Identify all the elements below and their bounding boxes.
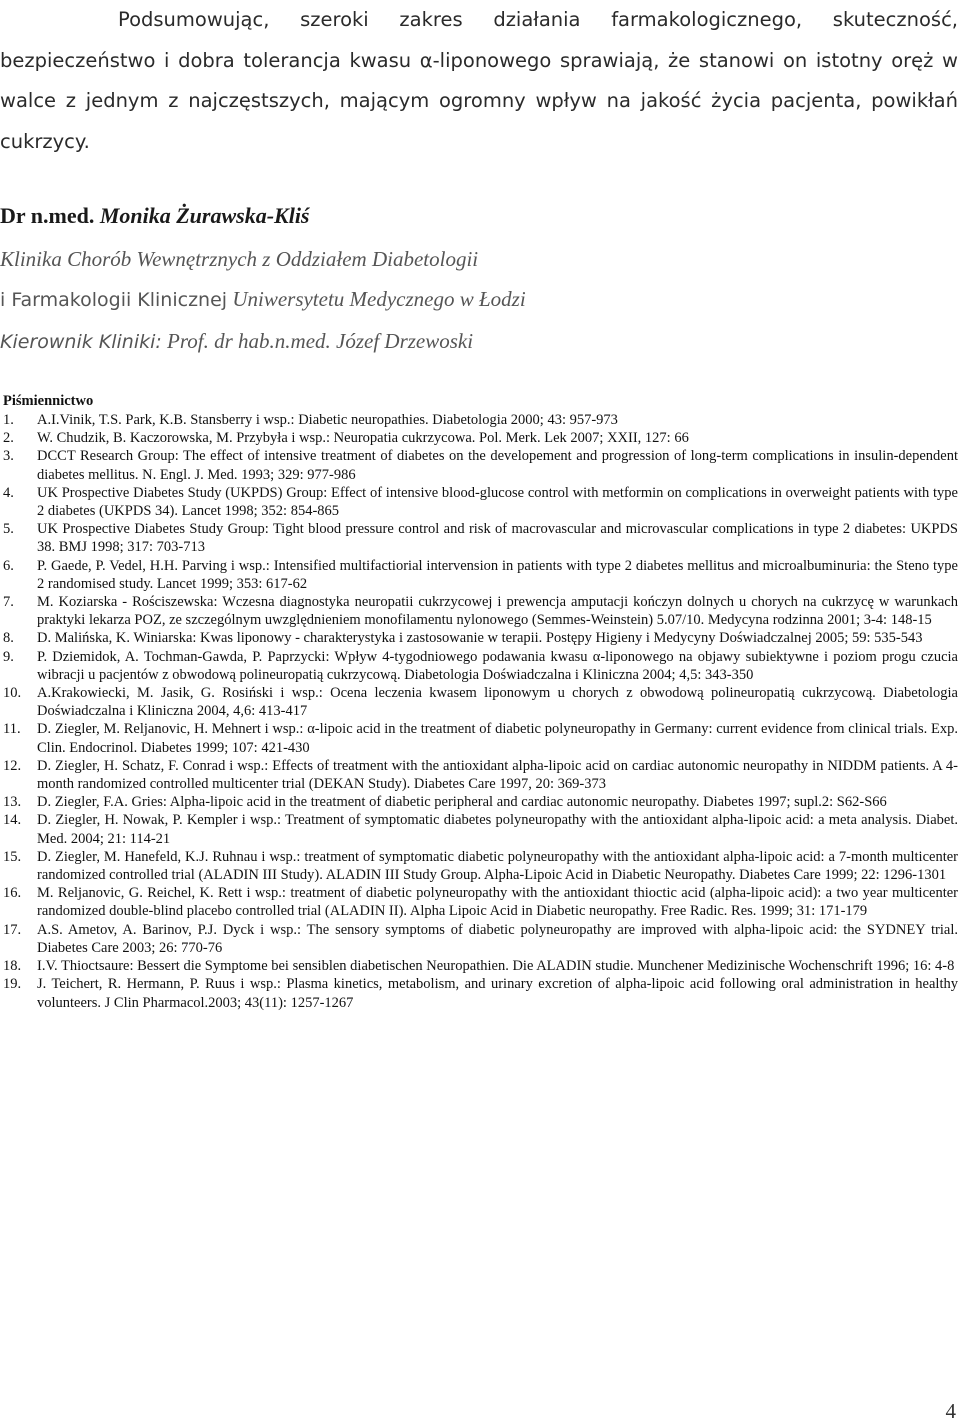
reference-text: P. Dziemidok, A. Tochman-Gawda, P. Paprzycki: Wpływ 4-tygodniowego podawania kwasu α-liponowego na objawy subiektywne i poziom progu czucia wibracji u pacjentów z obwodową polineuropatią cukrzycową. Diabetologia Doświadczalna i Kliniczna 2004; 4,5: 343-350 [37, 648, 958, 683]
reference-item [0, 975, 958, 1011]
reference-number: 3. [3, 448, 14, 465]
reference-text: D. Ziegler, H. Schatz, F. Conrad i wsp.: Effects of treatment with the antioxidant alpha-lipoic acid on cardiac autonomic neuropathy in NIDDM patients. A 4-month randomized controlled multicenter trial (DEKAN Study). Diabetes Care 1997, 20: 369-373 [37, 757, 958, 793]
reference-item [0, 957, 958, 975]
author-name: Monika Żurawska-Kliś [99, 203, 310, 228]
reference-text: D. Ziegler, F.A. Gries: Alpha-lipoic acid in the treatment of diabetic peripheral and cardiac autonomic neuropathy. Diabetes 1997; supl.2: S62-S66 [37, 794, 887, 811]
reference-text: DCCT Research Group: The effect of intensive treatment of diabetes on the developement and progression of long-term complications in insulin-dependent diabetes mellitus. N. Engl. J. Med. 1993; 329: 977-986 [37, 448, 958, 483]
reference-number: 10. [3, 685, 22, 702]
reference-number: 14. [3, 812, 22, 829]
summary-paragraph: Podsumowując, szeroki zakres działania farmakologicznego, skuteczność, bezpieczeństwo i dobra tolerancja kwasu α-liponowego sprawiają, że stanowi on istotny oręż w walce z jednym z najczęstszych, mającym ogromny wpływ na jakość życia pacjenta, powikłań cukrzycy. [0, 8, 958, 153]
reference-number: 9. [3, 648, 14, 665]
reference-item [0, 593, 958, 629]
clinic-head-name: Prof. dr hab.n.med. Józef Drzewoski [167, 329, 474, 353]
reference-text: D. Malińska, K. Winiarska: Kwas liponowy - charakterystyka i zastosowanie w terapii. Postępy Higieny i Medycyny Doświadczalnej 2005; 59: 535-543 [37, 630, 923, 647]
reference-item [0, 811, 958, 847]
reference-number: 13. [3, 794, 22, 811]
reference-item [0, 684, 958, 720]
reference-number: 18. [3, 958, 22, 975]
reference-item [0, 884, 958, 920]
affiliation-line-1: Klinika Chorób Wewnętrznych z Oddziałem Diabetologii [0, 247, 479, 271]
reference-item [0, 411, 958, 429]
reference-text: UK Prospective Diabetes Study Group: Tight blood pressure control and risk of macrovascular and microvascular complications in type 2 diabetes: UKPDS 38. BMJ 1998; 317: 703-713 [37, 521, 958, 556]
reference-text: UK Prospective Diabetes Study (UKPDS) Group: Effect of intensive blood-glucose control with metformin on complications in overweight patients with type 2 diabetes (UKPDS 34). Lancet 1998; 352: 854-865 [37, 484, 958, 520]
reference-number: 17. [3, 921, 22, 938]
reference-item [0, 757, 958, 793]
author-degree: Dr n.med. [0, 203, 95, 228]
reference-item [0, 520, 958, 556]
reference-number: 2. [3, 430, 14, 447]
references-heading: Piśmiennictwo [3, 393, 94, 409]
reference-item [0, 629, 958, 647]
reference-item [0, 648, 958, 684]
reference-item [0, 447, 958, 483]
affiliation-line-3 [0, 327, 473, 356]
reference-text: A.I.Vinik, T.S. Park, K.B. Stansberry i wsp.: Diabetic neuropathies. Diabetologia 2000; 43: 957-973 [37, 412, 618, 428]
reference-item [0, 720, 958, 756]
reference-text: A.Krakowiecki, M. Jasik, G. Rosiński i wsp.: Ocena leczenia kwasem liponowym u chorych z obwodową polineuropatią cukrzycową. Diabetologia Doświadczalna i Kliniczna 2004, 4,6: 413-417 [37, 685, 958, 720]
reference-text: I.V. Thioctsaure: Bessert die Symptome bei sensiblen diabetischen Neuropathien. Die ALADIN studie. Munchener Medizinische Wochenschrift 1996; 16: 4-8 [37, 958, 955, 975]
reference-number: 7. [3, 594, 14, 611]
reference-text: A.S. Ametov, A. Barinov, P.J. Dyck i wsp.: The sensory symptoms of diabetic polyneuropathy are improved with alpha-lipoic acid: the SYDNEY trial. Diabetes Care 2003; 26: 770-76 [37, 921, 958, 956]
author-line [0, 202, 310, 230]
affiliation-line-2-italic: Uniwersytetu Medycznego w Łodzi [232, 287, 526, 311]
reference-item [0, 484, 958, 520]
clinic-head-label: Kierownik Kliniki: [0, 331, 162, 353]
reference-text: M. Koziarska - Rościszewska: Wczesna diagnostyka neuropatii cukrzycowej i prewencja amputacji kończyn dolnych u chorych na cukrzycę w warunkach praktyki lekarza POZ, ze szczególnym uwzględnieniem monofilamentu nylonowego (Semmes-Weinstein) 5.07/10. Medycyna rodzinna 2001; 3-4: 148-15 [37, 594, 958, 629]
reference-text: W. Chudzik, B. Kaczorowska, M. Przybyła i wsp.: Neuropatia cukrzycowa. Pol. Merk. Lek 2007; XXII, 127: 66 [37, 430, 689, 447]
page-number: 4 [945, 1399, 956, 1423]
affiliation-line-2-plain: i Farmakologii Klinicznej [0, 289, 228, 311]
reference-number: 5. [3, 521, 14, 538]
reference-text: D. Ziegler, M. Reljanovic, H. Mehnert i wsp.: α-lipoic acid in the treatment of diabetic polyneuropathy in Germany: current evidence from clinical trials. Exp. Clin. Endocrinol. Diabetes 1999; 107: 421-430 [37, 721, 958, 756]
reference-number: 8. [3, 630, 14, 647]
reference-number: 1. [3, 412, 14, 428]
reference-number: 12. [3, 757, 22, 774]
reference-text: J. Teichert, R. Hermann, P. Ruus i wsp.: Plasma kinetics, metabolism, and urinary excretion of alpha-lipoic acid following oral administration in healthy volunteers. J Clin Pharmacol.2003; 43(11): 1257-1267 [37, 976, 958, 1011]
reference-number: 15. [3, 848, 22, 865]
references-list [0, 411, 958, 1012]
reference-number: 4. [3, 484, 14, 501]
reference-text: D. Ziegler, M. Hanefeld, K.J. Ruhnau i wsp.: treatment of symptomatic diabetic polyneuropathy with the antioxidant alpha-lipoic acid: a 7-month multicenter randomized controlled trial (ALADIN III Study). ALADIN III Study Group. Alpha-Lipoic Acid in Diabetic Neuropathy. Diabetes Care 1999; 22: 1296-1301 [37, 848, 958, 884]
reference-text: D. Ziegler, H. Nowak, P. Kempler i wsp.: Treatment of symptomatic diabetes polyneuropathy with the antioxidant alpha-lipoic acid: a meta analysis. Diabet. Med. 2004; 21: 114-21 [37, 812, 958, 847]
reference-item [0, 921, 958, 957]
reference-number: 11. [3, 721, 21, 738]
affiliation-line-2 [0, 285, 526, 314]
reference-number: 6. [3, 557, 14, 574]
reference-item [0, 429, 958, 447]
reference-number: 16. [3, 885, 22, 902]
reference-text: M. Reljanovic, G. Reichel, K. Rett i wsp.: treatment of diabetic polyneuropathy with the antioxidant thioctic acid (alpha-lipoic acid): a two year multicenter randomized double-blind placebo controlled trial (ALADIN II). Alpha Lipoic Acid in Diabetic neuropathy. Free Radic. Res. 1999; 31: 171-179 [37, 885, 958, 920]
reference-number: 19. [3, 976, 22, 993]
reference-item [0, 848, 958, 884]
reference-item [0, 557, 958, 593]
reference-text: P. Gaede, P. Vedel, H.H. Parving i wsp.: Intensified multifactiorial intervension in patients with type 2 diabetes mellitus and microalbuminuria: the Steno type 2 randomised study. Lancet 1999; 353: 617-62 [37, 557, 958, 592]
reference-item [0, 793, 958, 811]
